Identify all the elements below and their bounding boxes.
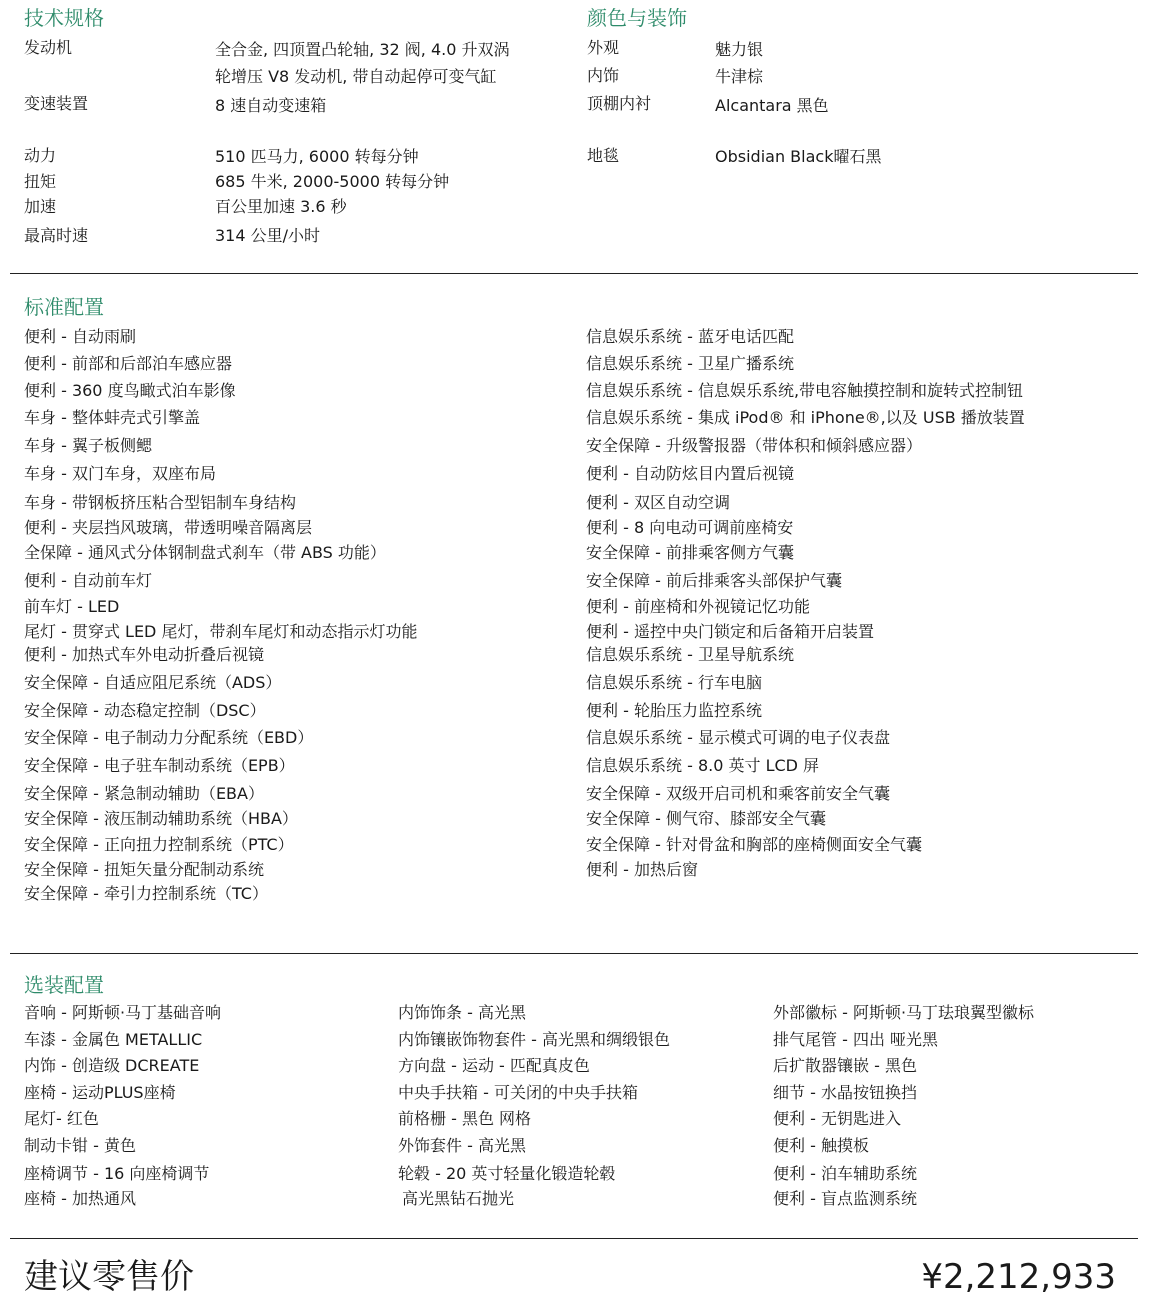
spec-label-power: 动力 bbox=[24, 146, 57, 165]
color-value-interior: 牛津棕 bbox=[715, 67, 764, 86]
list-item: 内饰 - 创造级 DCREATE bbox=[24, 1056, 200, 1075]
list-item: 车漆 - 金属色 METALLIC bbox=[24, 1030, 203, 1049]
list-item: 便利 - 双区自动空调 bbox=[586, 493, 730, 512]
list-item: 车身 - 整体蚌壳式引擎盖 bbox=[24, 408, 200, 427]
list-item: 信息娱乐系统 - 行车电脑 bbox=[586, 673, 762, 692]
list-item: 便利 - 加热式车外电动折叠后视镜 bbox=[24, 645, 264, 664]
list-item: 尾灯- 红色 bbox=[24, 1109, 99, 1128]
spec-label-acceleration: 加速 bbox=[24, 197, 57, 216]
spec-value-engine-1: 全合金, 四顶置凸轮轴, 32 阀, 4.0 升双涡 bbox=[215, 40, 510, 59]
list-item: 便利 - 自动防炫目内置后视镜 bbox=[586, 464, 794, 483]
standard-features-heading: 标准配置 bbox=[24, 295, 104, 319]
list-item: 中央手扶箱 - 可关闭的中央手扶箱 bbox=[398, 1083, 638, 1102]
list-item: 安全保障 - 针对骨盆和胸部的座椅侧面安全气囊 bbox=[586, 835, 922, 854]
list-item: 前车灯 - LED bbox=[24, 597, 120, 616]
list-item: 安全保障 - 电子制动力分配系统（EBD） bbox=[24, 728, 314, 747]
list-item: 高光黑钻石抛光 bbox=[402, 1189, 515, 1208]
list-item: 音响 - 阿斯顿·马丁基础音响 bbox=[24, 1003, 222, 1022]
list-item: 安全保障 - 自适应阻尼系统（ADS） bbox=[24, 673, 282, 692]
list-item: 安全保障 - 前排乘客侧方气囊 bbox=[586, 543, 794, 562]
list-item: 安全保障 - 双级开启司机和乘客前安全气囊 bbox=[586, 784, 890, 803]
list-item: 制动卡钳 - 黄色 bbox=[24, 1136, 136, 1155]
list-item: 信息娱乐系统 - 显示模式可调的电子仪表盘 bbox=[586, 728, 890, 747]
list-item: 信息娱乐系统 - 卫星导航系统 bbox=[586, 645, 794, 664]
list-item: 便利 - 前部和后部泊车感应器 bbox=[24, 354, 232, 373]
list-item: 尾灯 - 贯穿式 LED 尾灯，带刹车尾灯和动态指示灯功能 bbox=[24, 622, 418, 641]
list-item: 内饰镶嵌饰物套件 - 高光黑和绸缎银色 bbox=[398, 1030, 670, 1049]
list-item: 信息娱乐系统 - 信息娱乐系统,带电容触摸控制和旋转式控制钮 bbox=[586, 381, 1024, 400]
spec-value-transmission: 8 速自动变速箱 bbox=[215, 96, 327, 115]
list-item: 方向盘 - 运动 - 匹配真皮色 bbox=[398, 1056, 590, 1075]
spec-label-torque: 扭矩 bbox=[24, 172, 57, 191]
list-item: 安全保障 - 动态稳定控制（DSC） bbox=[24, 701, 266, 720]
spec-value-acceleration: 百公里加速 3.6 秒 bbox=[215, 197, 347, 216]
list-item: 座椅 - 运动PLUS座椅 bbox=[24, 1083, 176, 1102]
list-item: 安全保障 - 扭矩矢量分配制动系统 bbox=[24, 860, 264, 879]
list-item: 排气尾管 - 四出 哑光黑 bbox=[773, 1030, 939, 1049]
list-item: 安全保障 - 电子驻车制动系统（EPB） bbox=[24, 756, 295, 775]
list-item: 座椅调节 - 16 向座椅调节 bbox=[24, 1164, 210, 1183]
suggested-retail-price-label: 建议零售价 bbox=[24, 1257, 194, 1297]
list-item: 前格栅 - 黑色 网格 bbox=[398, 1109, 532, 1128]
color-label-interior: 内饰 bbox=[587, 66, 620, 85]
spec-label-engine: 发动机 bbox=[24, 38, 73, 57]
list-item: 后扩散器镶嵌 - 黑色 bbox=[773, 1056, 917, 1075]
color-label-carpet: 地毯 bbox=[587, 146, 620, 165]
list-item: 便利 - 遥控中央门锁定和后备箱开启装置 bbox=[586, 622, 874, 641]
spec-value-engine-2: 轮增压 V8 发动机, 带自动起停可变气缸 bbox=[215, 67, 497, 86]
color-value-headliner: Alcantara 黑色 bbox=[715, 96, 829, 115]
list-item: 便利 - 轮胎压力监控系统 bbox=[586, 701, 762, 720]
list-item: 信息娱乐系统 - 集成 iPod® 和 iPhone®,以及 USB 播放装置 bbox=[586, 408, 1025, 427]
list-item: 座椅 - 加热通风 bbox=[24, 1189, 136, 1208]
list-item: 便利 - 泊车辅助系统 bbox=[773, 1164, 917, 1183]
color-label-exterior: 外观 bbox=[587, 38, 620, 57]
list-item: 车身 - 翼子板侧鳃 bbox=[24, 436, 152, 455]
spec-value-top-speed: 314 公里/小时 bbox=[215, 226, 321, 245]
list-item: 车身 - 带钢板挤压粘合型铝制车身结构 bbox=[24, 493, 296, 512]
spec-label-transmission: 变速装置 bbox=[24, 94, 89, 113]
section-divider-1 bbox=[10, 273, 1138, 274]
list-item: 外部徽标 - 阿斯顿·马丁珐琅翼型徽标 bbox=[773, 1003, 1035, 1022]
color-label-headliner: 顶棚内衬 bbox=[587, 94, 652, 113]
list-item: 便利 - 8 向电动可调前座椅安 bbox=[586, 518, 794, 537]
suggested-retail-price-value: ¥2,212,933 bbox=[921, 1257, 1116, 1297]
spec-value-power: 510 匹马力, 6000 转每分钟 bbox=[215, 147, 419, 166]
list-item: 信息娱乐系统 - 8.0 英寸 LCD 屏 bbox=[586, 756, 820, 775]
color-value-exterior: 魅力银 bbox=[715, 40, 764, 59]
list-item: 安全保障 - 正向扭力控制系统（PTC） bbox=[24, 835, 294, 854]
list-item: 细节 - 水晶按钮换挡 bbox=[773, 1083, 917, 1102]
section-divider-2 bbox=[10, 953, 1138, 954]
list-item: 信息娱乐系统 - 卫星广播系统 bbox=[586, 354, 794, 373]
list-item: 车身 - 双门车身，双座布局 bbox=[24, 464, 216, 483]
color-value-carpet: Obsidian Black曜石黑 bbox=[715, 147, 882, 166]
color-trim-heading: 颜色与装饰 bbox=[587, 6, 687, 30]
list-item: 便利 - 自动雨刷 bbox=[24, 327, 136, 346]
list-item: 便利 - 加热后窗 bbox=[586, 860, 698, 879]
list-item: 便利 - 360 度鸟瞰式泊车影像 bbox=[24, 381, 236, 400]
list-item: 安全保障 - 侧气帘、膝部安全气囊 bbox=[586, 809, 826, 828]
list-item: 便利 - 触摸板 bbox=[773, 1136, 869, 1155]
list-item: 全保障 - 通风式分体钢制盘式刹车（带 ABS 功能） bbox=[24, 543, 386, 562]
section-divider-3 bbox=[10, 1238, 1138, 1239]
list-item: 安全保障 - 升级警报器（带体积和倾斜感应器） bbox=[586, 436, 922, 455]
list-item: 便利 - 前座椅和外视镜记忆功能 bbox=[586, 597, 810, 616]
list-item: 安全保障 - 牵引力控制系统（TC） bbox=[24, 884, 268, 903]
list-item: 轮毂 - 20 英寸轻量化锻造轮毂 bbox=[398, 1164, 616, 1183]
spec-label-top-speed: 最高时速 bbox=[24, 226, 89, 245]
list-item: 外饰套件 - 高光黑 bbox=[398, 1136, 526, 1155]
list-item: 安全保障 - 液压制动辅助系统（HBA） bbox=[24, 809, 298, 828]
list-item: 便利 - 自动前车灯 bbox=[24, 571, 152, 590]
list-item: 便利 - 夹层挡风玻璃，带透明噪音隔离层 bbox=[24, 518, 312, 537]
optional-features-heading: 选装配置 bbox=[24, 973, 104, 997]
tech-specs-heading: 技术规格 bbox=[24, 6, 104, 30]
list-item: 安全保障 - 前后排乘客头部保护气囊 bbox=[586, 571, 842, 590]
spec-value-torque: 685 牛米, 2000-5000 转每分钟 bbox=[215, 172, 450, 191]
list-item: 安全保障 - 紧急制动辅助（EBA） bbox=[24, 784, 264, 803]
list-item: 内饰饰条 - 高光黑 bbox=[398, 1003, 526, 1022]
list-item: 便利 - 盲点监测系统 bbox=[773, 1189, 917, 1208]
list-item: 便利 - 无钥匙进入 bbox=[773, 1109, 901, 1128]
list-item: 信息娱乐系统 - 蓝牙电话匹配 bbox=[586, 327, 794, 346]
